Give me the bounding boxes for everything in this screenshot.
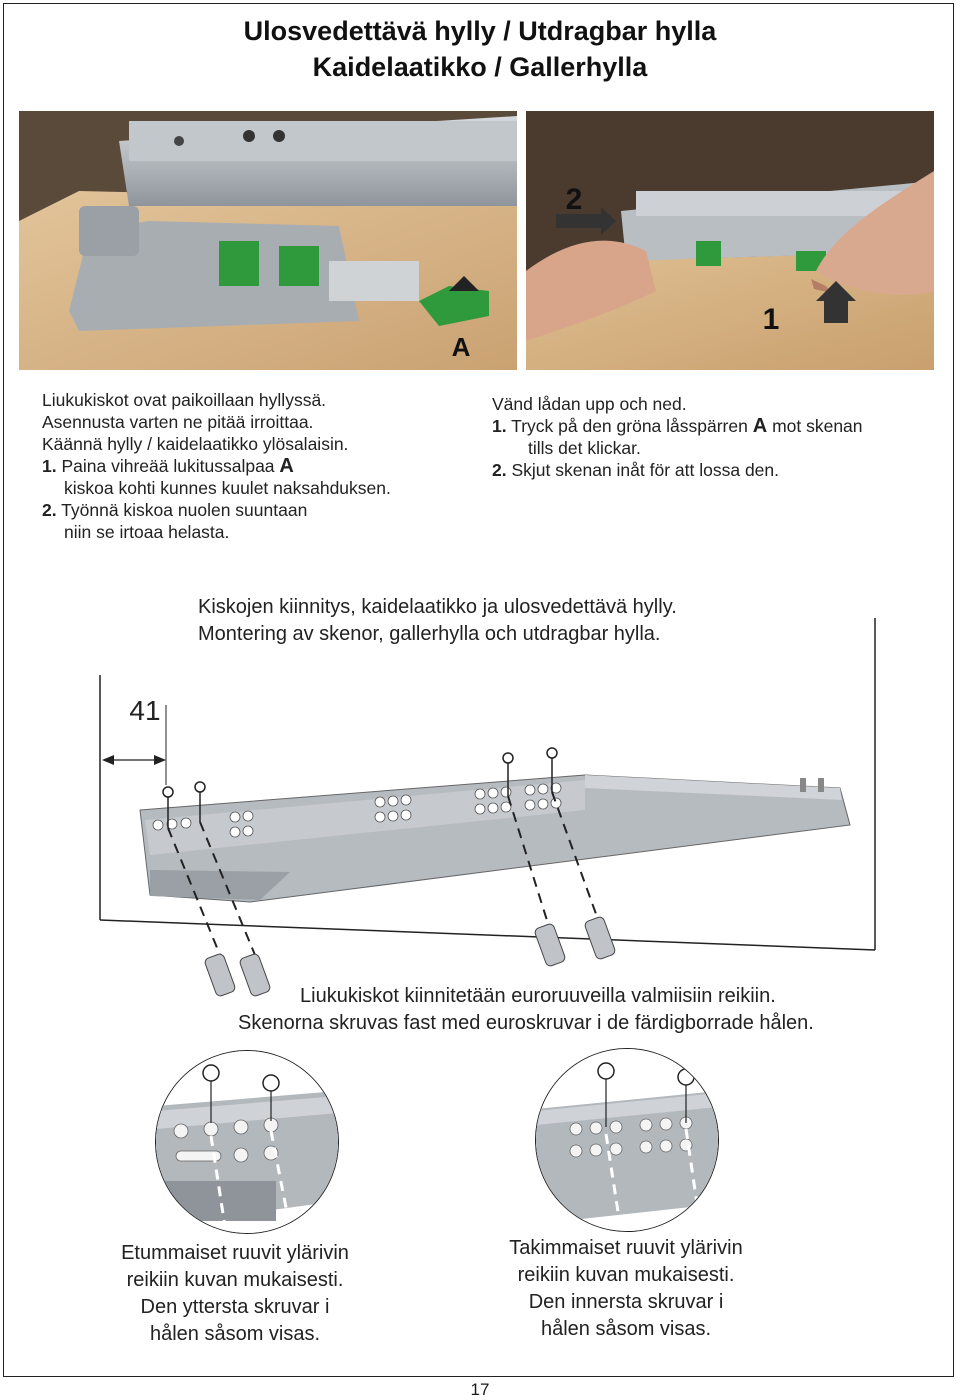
- fi-intro-3: Käännä hylly / kaidelaatikko ylösalaisin.: [42, 434, 349, 454]
- rail-mounting-diagram: [90, 610, 890, 1010]
- swedish-instructions: [492, 393, 863, 481]
- section-heading-fi: Kiskojen kiinnitys, kaidelaatikko ja ulosvedettävä hylly.: [198, 596, 677, 618]
- front-caption-line2: reikiin kuvan mukaisesti.: [126, 1269, 344, 1291]
- fi-step-1-cont: kiskoa kohti kunnes kuulet naksahduksen.: [64, 478, 391, 498]
- fi-intro-2: Asennusta varten ne pitää irroittaa.: [42, 412, 314, 432]
- fi-step-1: [42, 455, 391, 477]
- rear-screws-caption: [466, 1235, 786, 1343]
- fi-step-2-text: Työnnä kiskoa nuolen suuntaan: [61, 500, 308, 520]
- sv-step-1: [492, 415, 863, 437]
- sv-step-1-cont: tills det klickar.: [528, 438, 641, 458]
- sv-step-1-number: 1.: [492, 416, 507, 436]
- marker-a-photo: A: [451, 332, 471, 362]
- page-title-line1: Ulosvedettävä hylly / Utdragbar hylla: [243, 16, 717, 46]
- fi-step-1-marker: A: [279, 455, 294, 477]
- rear-caption-line3: Den innersta skruvar i: [528, 1291, 724, 1313]
- sv-step-1-text-b: mot skenan: [772, 416, 863, 436]
- front-caption-line1: Etummaiset ruuvit ylärivin: [121, 1242, 349, 1264]
- page-title-line2: Kaidelaatikko / Gallerhylla: [312, 52, 648, 82]
- marker-1-photo: 1: [762, 303, 780, 336]
- detail-rear-screws: [535, 1048, 719, 1232]
- fi-step-1-text: Paina vihreää lukitussalpaa: [61, 456, 275, 476]
- section-heading-sv: Montering av skenor, gallerhylla och utdragbar hylla.: [198, 623, 661, 645]
- screw-caption-sv: Skenorna skruvas fast med euroskruvar i de färdigborrade hålen.: [238, 1012, 814, 1034]
- dimension-41: 41: [129, 695, 161, 726]
- rear-caption-line2: reikiin kuvan mukaisesti.: [517, 1264, 735, 1286]
- fi-step-2-number: 2.: [42, 500, 57, 520]
- marker-2-photo: 2: [565, 183, 583, 216]
- fi-step-2-cont: niin se irtoaa helasta.: [64, 522, 230, 542]
- front-caption-line3: Den yttersta skruvar i: [140, 1296, 330, 1318]
- fi-step-2: [42, 499, 391, 521]
- photo-hands-release: [526, 111, 934, 370]
- fi-intro-1: Liukukiskot ovat paikoillaan hyllyssä.: [42, 390, 327, 410]
- front-caption-line4: hålen såsom visas.: [149, 1323, 321, 1345]
- front-screws-caption: [75, 1240, 395, 1348]
- finnish-instructions: [42, 389, 391, 543]
- sv-step-1-text: Tryck på den gröna låsspärren: [511, 416, 748, 436]
- rear-caption-line1: Takimmaiset ruuvit ylärivin: [509, 1237, 743, 1259]
- sv-intro: Vänd lådan upp och ned.: [492, 394, 687, 414]
- sv-step-2-number: 2.: [492, 460, 507, 480]
- rear-caption-line4: hålen såsom visas.: [540, 1318, 712, 1340]
- sv-step-1-marker: A: [752, 415, 768, 437]
- page-number: 17: [470, 1380, 490, 1399]
- sv-step-2: [492, 459, 863, 481]
- detail-front-screws: [155, 1050, 339, 1234]
- sv-step-2-text: Skjut skenan inåt för att lossa den.: [511, 460, 780, 480]
- photo-lock-closeup: [19, 111, 517, 370]
- fi-step-1-number: 1.: [42, 456, 57, 476]
- screw-caption-fi: Liukukiskot kiinnitetään euroruuveilla valmiisiin reikiin.: [300, 985, 776, 1007]
